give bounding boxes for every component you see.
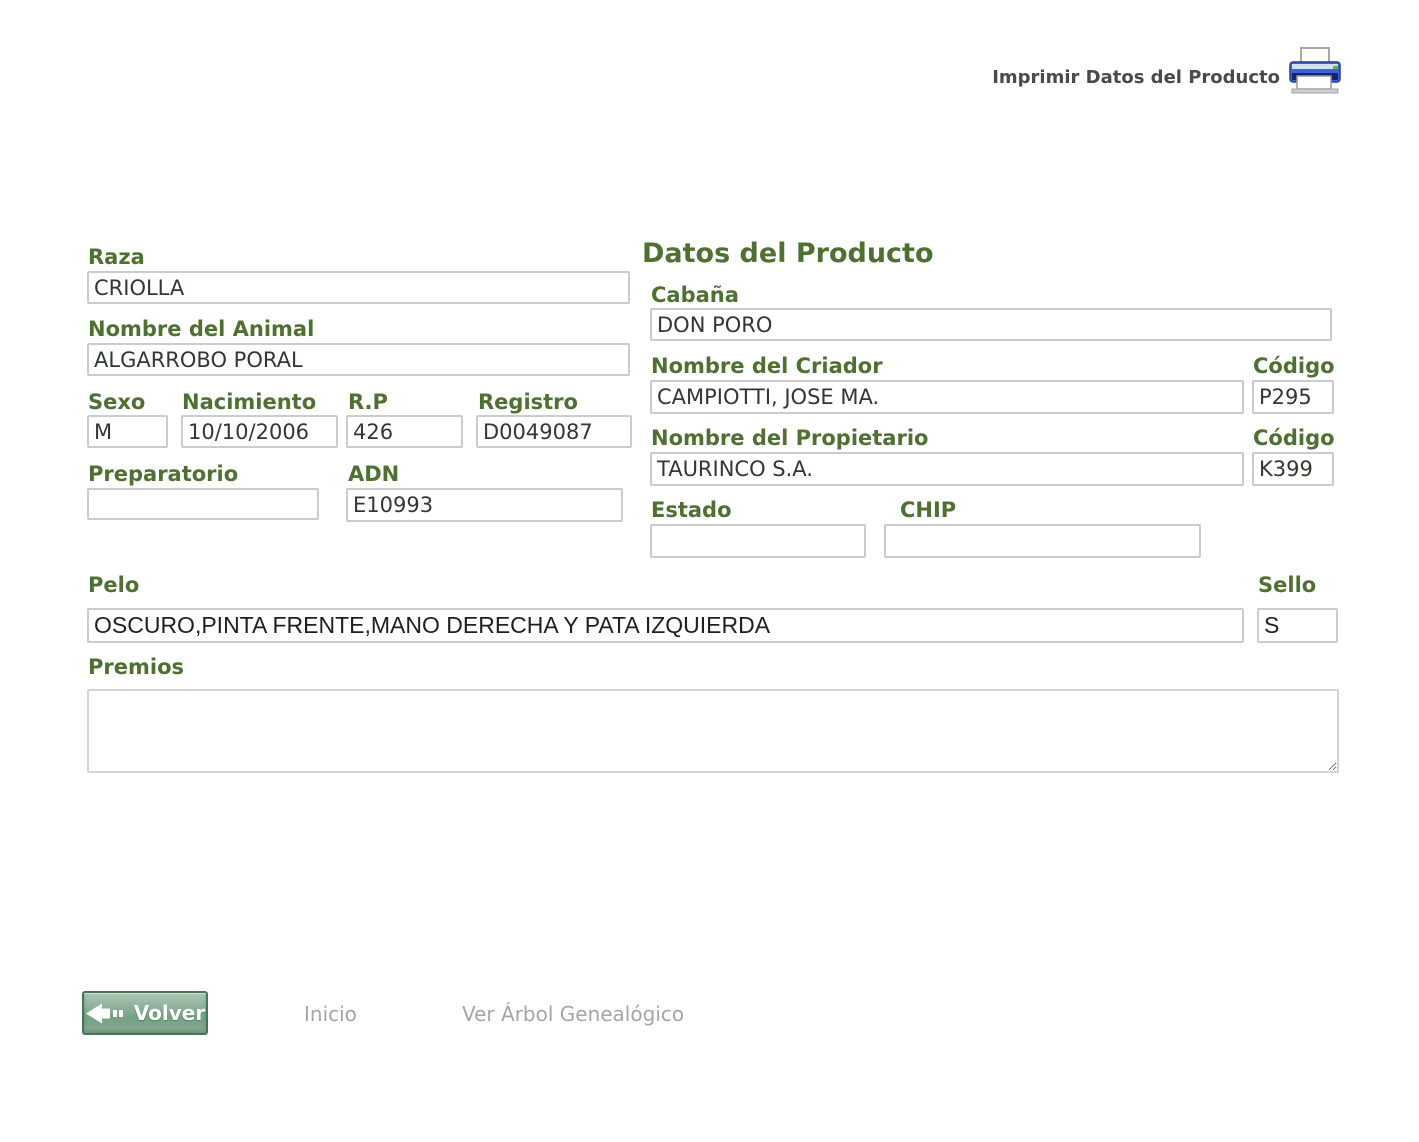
premios-label: Premios [88,655,184,679]
propietario-codigo-label: Código [1253,426,1335,450]
rp-input[interactable] [346,415,463,448]
propietario-label: Nombre del Propietario [651,426,929,450]
sello-input[interactable] [1257,608,1338,643]
print-product-label[interactable]: Imprimir Datos del Producto [992,66,1280,88]
registro-input[interactable] [476,415,632,448]
propietario-codigo-input[interactable] [1252,452,1334,486]
propietario-input[interactable] [650,452,1244,486]
pelo-input[interactable] [87,608,1244,643]
inicio-link[interactable]: Inicio [304,1002,357,1026]
preparatorio-label: Preparatorio [88,462,239,486]
rp-label: R.P [348,390,388,414]
pelo-label: Pelo [88,573,140,597]
preparatorio-input[interactable] [87,488,319,520]
criador-codigo-label: Código [1253,354,1335,378]
print-product-link[interactable] [992,46,1341,94]
nombre-animal-label: Nombre del Animal [88,317,315,341]
raza-input[interactable] [87,271,630,304]
volver-button[interactable] [82,991,208,1035]
criador-input[interactable] [650,380,1244,414]
nacimiento-label: Nacimiento [182,390,317,414]
premios-textarea[interactable] [87,689,1339,773]
chip-label: CHIP [900,498,957,522]
sexo-label: Sexo [88,390,146,414]
section-title: Datos del Producto [642,238,934,269]
adn-input[interactable] [346,488,623,522]
registro-label: Registro [478,390,578,414]
criador-codigo-input[interactable] [1252,380,1334,414]
printer-icon[interactable] [1289,47,1341,94]
criador-label: Nombre del Criador [651,354,883,378]
volver-button-label: Volver [133,1001,206,1025]
estado-input[interactable] [650,524,866,558]
cabana-label: Cabaña [651,283,739,307]
nacimiento-input[interactable] [181,415,338,448]
back-arrow-icon [85,1002,127,1025]
ver-arbol-genealogico-link[interactable]: Ver Árbol Genealógico [462,1002,685,1026]
sello-label: Sello [1258,573,1317,597]
estado-label: Estado [651,498,732,522]
sexo-input[interactable] [87,415,168,448]
chip-input[interactable] [884,524,1201,558]
cabana-input[interactable] [650,308,1332,341]
raza-label: Raza [88,245,145,269]
adn-label: ADN [348,462,400,486]
nombre-animal-input[interactable] [87,343,630,376]
